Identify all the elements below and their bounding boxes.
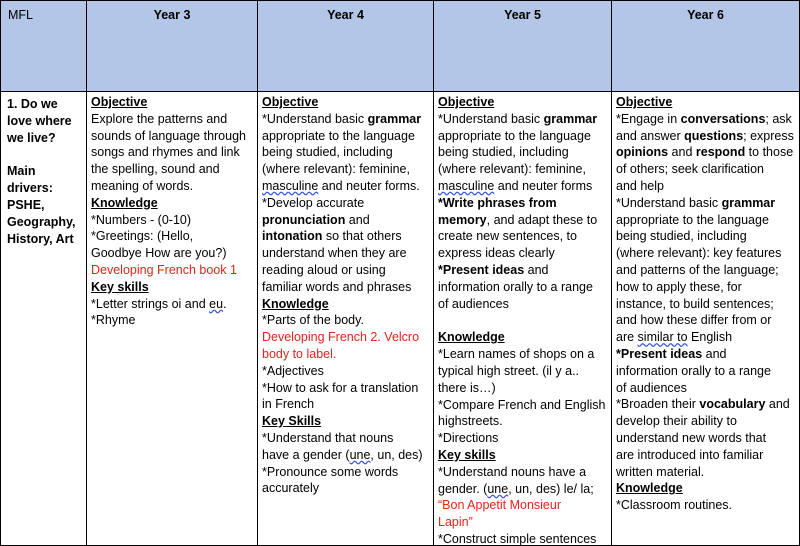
keyskills-heading: Key Skills [262,414,322,429]
text-line: how to apply these, for [616,279,742,294]
text-line: *Understand nouns have a [438,464,587,479]
resource-note: body to label. [262,346,337,361]
text-line: typical high street. (il y a.. [438,363,580,378]
header-mfl: MFL [8,8,33,22]
text-line: *How to ask for a translation [262,380,419,395]
text-line: *Letter strings oi and eu. [91,296,227,311]
text-line: *Adjectives [262,363,324,378]
text-line: (where relevant): feminine, [262,162,410,177]
knowledge-heading: Knowledge [91,195,158,210]
objective-heading: Objective [616,95,673,109]
text-line: (where relevant): feminine, [438,162,586,177]
drivers-line: Geography, [7,214,76,229]
text-line: in French [262,397,315,412]
knowledge-heading: Knowledge [616,481,683,496]
resource-note: Developing French book 1 [91,262,237,277]
header-cell-mfl [0,0,87,92]
text-line: *Write phrases from [438,195,557,210]
text-line: *Understand basic grammar [262,111,422,126]
text-line: information orally to a range [438,279,593,294]
text-line: *Present ideas and [616,346,727,361]
text-line: *Learn names of shops on a [438,347,595,362]
text-line: are similar to English [616,330,733,345]
knowledge-heading: Knowledge [438,330,505,345]
header-cell-year6 [611,0,800,92]
keyskills-heading: Key skills [91,279,149,294]
objective-heading: Objective [262,95,319,109]
text-line: *Understand that nouns [262,430,394,445]
text-line: being studied, including [616,229,747,244]
text-line: *Pronounce some words [262,464,399,479]
text-line: accurately [262,481,319,496]
objective-heading: Objective [438,95,495,109]
text-line: instance, to build sentences; [616,296,774,311]
text-line: reading aloud or using [262,262,386,277]
topic-title-line: 1. Do we [7,97,58,111]
topic-cell [0,91,87,546]
text-line: and patterns of the language; [616,262,779,277]
text-line: being studied, including [438,145,569,160]
text-line: *Understand basic grammar [438,111,598,126]
text-line: intonation so that others [262,229,402,244]
drivers-line: PSHE, [7,197,45,212]
text-line: (where relevant): key features [616,246,782,261]
text-line: express ideas clearly [438,246,555,261]
text-line: *Engage in conversations; ask [616,111,792,126]
text-line: and help [616,178,664,193]
text-line: Explore the patterns and [91,111,228,126]
text-line: are introduced into familiar [616,447,764,462]
drivers-line: drivers: [7,181,53,196]
text-line: *Directions [438,431,499,446]
header-cell-year4 [257,0,434,92]
text-line: appropriate to the language [616,212,769,227]
drivers-line: Main [7,164,36,179]
text-line: understand when they are [262,246,407,261]
year3-cell [86,91,258,546]
text-line: *Classroom routines. [616,498,733,513]
text-line: masculine and neuter forms [438,178,593,193]
text-line: highstreets. [438,414,503,429]
header-cell-year5 [433,0,612,92]
text-line: understand new words that [616,430,767,445]
resource-note: Lapin” [438,515,473,530]
text-line: Goodbye How are you?) [91,246,227,261]
topic-title-line: we live? [7,130,56,145]
header-year6: Year 6 [687,8,724,22]
text-line: *Parts of the body. [262,313,364,328]
text-line: and how these differ from or [616,313,772,328]
text-line: of audiences [616,380,687,395]
keyskills-heading: Key skills [438,447,496,462]
text-line: appropriate to the language [262,128,415,143]
drivers-line: History, Art [7,231,74,246]
text-line: *Construct simple sentences [438,531,597,546]
text-line: masculine and neuter forms. [262,178,420,193]
text-line: *Greetings: (Hello, [91,229,194,244]
knowledge-heading: Knowledge [262,296,329,311]
objective-heading: Objective [91,95,148,109]
text-line: have a gender (une, un, des) [262,447,423,462]
resource-note: Developing French 2. Velcro [262,330,420,345]
text-line: sounds of language through [91,128,246,143]
text-line: songs and rhymes and link [91,145,240,160]
text-line: pronunciation and [262,212,370,227]
text-line: *Rhyme [91,313,136,328]
text-line: *Broaden their vocabulary and [616,397,790,412]
text-line: of audiences [438,296,509,311]
text-line: being studied, including [262,145,393,160]
text-line: opinions and respond to those [616,145,794,160]
text-line: information orally to a range [616,363,771,378]
text-line: of others; seek clarification [616,162,764,177]
text-line: written material. [616,464,705,479]
text-line: *Understand basic grammar [616,195,776,210]
text-line: *Compare French and English [438,397,606,412]
text-line: and answer questions; express [616,128,794,143]
text-line: familiar words and phrases [262,279,412,294]
text-line: meaning of words. [91,178,194,193]
year4-cell [257,91,434,546]
year5-cell [433,91,612,546]
text-line: there is…) [438,380,496,395]
text-line: develop their ability to [616,414,737,429]
resource-note: “Bon Appetit Monsieur [438,498,561,513]
text-line: appropriate to the language [438,128,591,143]
text-line: create new sentences, to [438,229,577,244]
header-year5: Year 5 [504,8,541,22]
text-line: gender. (une, un, des) le/ la; [438,481,594,496]
text-line: *Present ideas and [438,262,549,277]
header-year4: Year 4 [327,8,364,22]
topic-title-line: love where [7,113,72,128]
header-cell-year3 [86,0,258,92]
year6-cell [611,91,800,546]
text-line: *Develop accurate [262,195,365,210]
text-line: memory, and adapt these to [438,212,598,227]
header-year3: Year 3 [153,8,191,22]
text-line: the spelling, sound and [91,162,220,177]
text-line: *Numbers - (0-10) [91,212,192,227]
